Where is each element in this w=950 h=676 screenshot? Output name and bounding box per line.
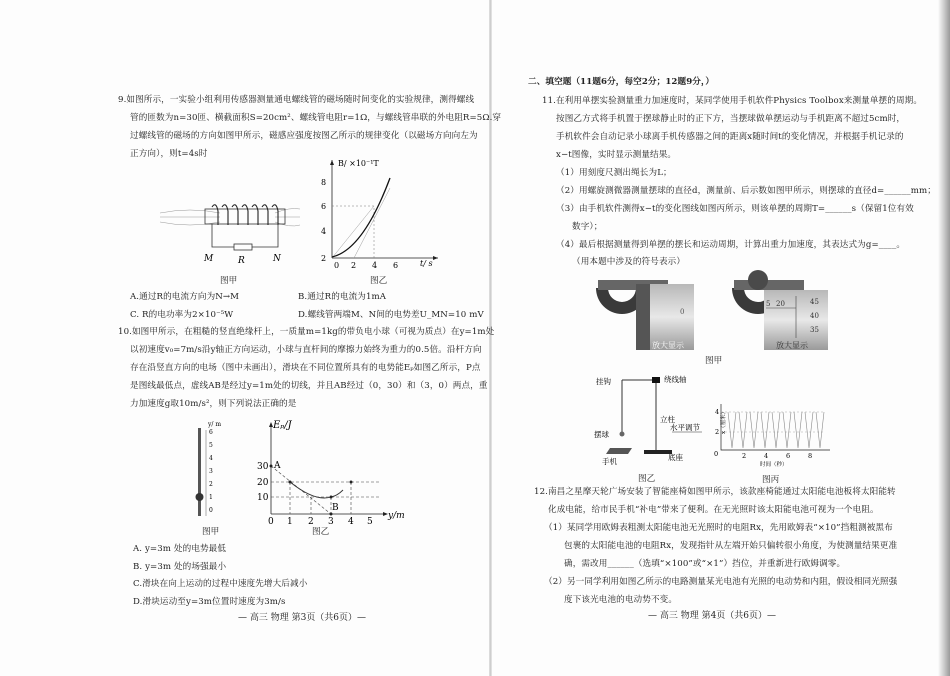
label-phone: 手机	[602, 457, 617, 466]
option-c: C.滑块在向上运动的过程中速度先增大后减小	[133, 579, 308, 589]
q10-graph-ep-vs-y	[255, 418, 405, 527]
page-footer-4: — 高三 物理 第4页（共6页）—	[648, 611, 777, 621]
section-heading: 二、填空题（11题6分，每空2分；12题9分，）	[528, 77, 715, 87]
q11-fig-a-caption: 图甲	[705, 356, 723, 366]
q10-line: 力加速度g取10m/s²，则下列说法正确的是	[130, 399, 297, 409]
label-m: M	[204, 254, 214, 264]
tick: 4	[209, 455, 213, 462]
option-b: B.通过R的电流为1mA	[298, 292, 387, 302]
x-axis-label: y/m	[388, 511, 405, 521]
zoom-label: 放大显示	[776, 341, 808, 350]
q11-figure-pendulum-setup	[592, 372, 702, 467]
option-c: C. R的电功率为2×10⁻⁵W	[130, 310, 234, 320]
option-a: A. y=3m 处的电势最低	[133, 544, 227, 554]
q11-line: （3）由手机软件测得x−t的变化图线如图丙所示，则该单摆的周期T=______s（保留1位有效	[556, 204, 914, 214]
tick: 6	[209, 429, 213, 436]
y-axis-label: B/ ×10⁻¹T	[338, 159, 379, 168]
axis-label: y/ m	[208, 421, 222, 428]
y-tick: 20	[257, 478, 269, 488]
label-pillar: 立柱	[660, 415, 675, 424]
q11-line: 按图乙方式将手机置于摆球静止时的正下方，当摆球做单摆运动与手机距离不超过5cm时，	[556, 114, 906, 124]
y-tick: 4	[321, 227, 327, 236]
point-a-label: A	[274, 461, 281, 471]
x-axis-label: t/ s	[420, 259, 433, 268]
x-tick: 2	[351, 261, 357, 270]
option-b: B. y=3m 处的场强最小	[133, 562, 227, 572]
q10-line: 10.如图甲所示，在粗糙的竖直绝缘杆上，一质量m=1kg的带负电小球（可视为质点）在y=1m处	[118, 327, 495, 337]
label-spool: 绕线轴	[664, 375, 687, 384]
q10-fig-b-caption: 图乙	[312, 527, 330, 537]
x-tick: 8	[808, 452, 813, 460]
scale-mark: 45	[810, 298, 819, 306]
y-tick: 30	[257, 462, 269, 472]
tick: 5	[209, 442, 213, 449]
q9-line: 过螺线管的磁场的方向如图甲所示，磁感应强度按图乙所示的规律变化（以磁场方向向左为	[130, 131, 478, 141]
label-base: 底座	[668, 453, 683, 462]
x-tick: 2	[308, 517, 314, 527]
q11-line: （1）用刻度尺测出绳长为L；	[556, 168, 672, 178]
q9-fig-b-caption: 图乙	[370, 276, 388, 286]
x-tick: 2	[742, 452, 747, 460]
scan-edge	[938, 0, 950, 676]
scale-mark: 35	[810, 326, 819, 334]
label-ball: 摆球	[594, 430, 609, 439]
x-tick: 3	[328, 517, 334, 527]
q9-figure-solenoid	[160, 195, 300, 265]
q10-figure-rod	[190, 420, 230, 520]
label-n: N	[273, 254, 281, 264]
q11-line: 数字）；	[572, 222, 603, 232]
q9-fig-a-caption: 图甲	[220, 276, 238, 286]
x-axis-label: 时间（秒）	[760, 462, 788, 468]
y-tick: 10	[257, 493, 269, 503]
x-tick: 1	[287, 517, 293, 527]
zoom-label: 放大显示	[652, 341, 684, 350]
y-tick: 4	[715, 408, 720, 416]
y-axis-label: x（厘米）	[721, 408, 727, 434]
q11-line: x−t图像，实时显示测量结果。	[556, 150, 677, 160]
x-tick: 0	[268, 517, 274, 527]
q11-fig-b-caption: 图乙	[638, 474, 656, 484]
page-fold	[489, 0, 492, 676]
tick: 3	[209, 468, 213, 475]
label-hook: 挂钩	[596, 377, 611, 386]
y-tick: 8	[321, 178, 327, 187]
label-r: R	[238, 256, 245, 266]
q10-fig-a-caption: 图甲	[202, 527, 220, 537]
q9-line: 管的匝数为n=30匝、横截面积S=20cm²、螺线管电阻r=1Ω，与螺线管串联的外电阻R=5Ω.穿	[130, 113, 502, 123]
q9-graph-b-vs-t	[318, 158, 448, 268]
x-tick: 6	[786, 452, 791, 460]
y-tick: 6	[321, 202, 327, 211]
q12-line: （2）另一同学利用如图乙所示的电路测量某光电池有光照的电动势和内阻，假设相同光照强	[544, 577, 898, 587]
y-tick: 0	[714, 450, 719, 458]
q11-graph-x-vs-t	[705, 400, 835, 470]
scale-mark: 5	[766, 300, 771, 308]
x-tick: 4	[348, 517, 354, 527]
q11-line: （用本题中涉及的符号表示）	[572, 257, 686, 267]
q12-line: 确，需改用______（选填“×100”或“×1”）挡位，并重新进行欧姆调零。	[564, 559, 846, 569]
tick: 1	[209, 494, 213, 501]
y-axis-label: Eₚ/J	[273, 420, 292, 431]
x-tick: 0	[334, 261, 340, 270]
q11-line: 11.在利用单摆实验测量重力加速度时，某同学使用手机软件Physics Toolbox来测量单摆的周期。	[542, 96, 923, 106]
option-d: D.滑块运动至y=3m位置时速度为3m/s	[133, 597, 286, 607]
point-b-label: B	[332, 503, 339, 513]
option-a: A.通过R的电流方向为N→M	[130, 292, 240, 302]
q10-line: 以初速度v₀=7m/s沿y轴正方向运动，小球与直杆间的摩擦力始终为重力的0.5倍。沿杆方向	[130, 345, 482, 355]
q12-line: 12.南昌之星摩天轮广场安装了智能座椅如图甲所示，该款座椅能通过太阳能电池板将太阳能转	[534, 487, 896, 497]
y-tick: 2	[715, 428, 720, 436]
q10-line: 存在沿竖直方向的电场（图中未画出），滑块在不同位置所具有的电势能Eₚ如图乙所示，P点	[130, 363, 481, 373]
q11-line: （2）用螺旋测微器测量摆球的直径d，测量前、后示数如图甲所示，则摆球的直径d=______mm；	[556, 186, 936, 196]
q11-line: （4）最后根据测量得到单摆的摆长和运动周期，计算出重力加速度，其表达式为g=____。	[556, 240, 906, 250]
q12-line: 化成电能，给市民手机“补电”带来了便利。在无光照时该太阳能电池可视为一个电阻。	[548, 505, 879, 515]
q12-line: （1）某同学用欧姆表粗测太阳能电池无光照时的电阻Rx，先用欧姆表“×10”挡粗测被黑布	[544, 523, 893, 533]
x-tick: 5	[367, 517, 373, 527]
tick: 2	[209, 481, 213, 488]
q12-line: 包裹的太阳能电池的电阻Rx，发现指针从左端开始只偏转很小角度，为使测量结果更准	[564, 541, 898, 551]
q10-line: 是图线最低点，虚线AB是经过y=1m处的切线，并且AB经过（0，30）和（3，0）两点，重	[130, 381, 488, 391]
q11-fig-c-caption: 图丙	[762, 475, 780, 485]
scale-mark: 40	[810, 312, 819, 320]
option-d: D.螺线管两端M、N间的电势差U_MN=10 mV	[298, 310, 484, 320]
y-tick: 2	[321, 254, 327, 263]
x-tick: 4	[372, 261, 378, 270]
x-tick: 6	[393, 261, 399, 270]
scale-mark: 0	[680, 308, 685, 316]
x-tick: 4	[764, 452, 769, 460]
page-footer-3: — 高三 物理 第3页（共6页）—	[238, 613, 367, 623]
q9-line: 9.如图所示，一实验小组利用传感器测量通电螺线管的磁场随时间变化的实验规律，测得螺线	[118, 95, 475, 105]
q11-figure-micrometer	[590, 268, 830, 350]
q9-line: 正方向），则t=4s时	[130, 149, 208, 159]
label-level-adjust: 水平调节	[670, 423, 700, 432]
q11-line: 手机软件会自动记录小球离手机传感器之间的距离x随时间t的变化情况，并根据手机记录的	[556, 132, 904, 142]
scale-mark: 20	[776, 300, 785, 308]
q12-line: 度下该光电池的电动势不变。	[564, 595, 678, 605]
tick: 0	[209, 507, 213, 514]
